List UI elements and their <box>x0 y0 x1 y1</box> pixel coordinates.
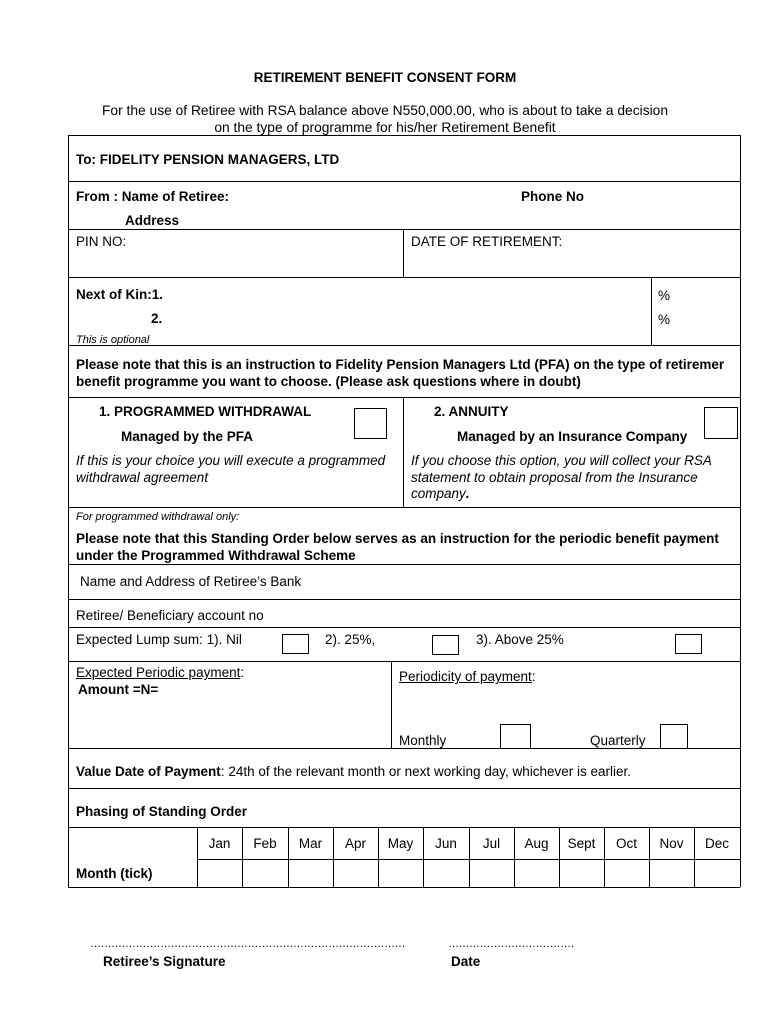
signature-line: ……………………………………………………………………………… <box>90 938 405 950</box>
month-header-apr: Apr <box>344 836 366 851</box>
programmed-withdrawal-only-note: For programmed withdrawal only: <box>76 511 240 523</box>
retirement-date-label: DATE OF RETIREMENT: <box>411 234 563 249</box>
retiree-name-label: From : Name of Retiree: <box>76 189 230 204</box>
month-tick-cell-jun[interactable] <box>423 860 469 887</box>
periodicity-label <box>399 669 536 684</box>
monthly-checkbox[interactable] <box>500 724 531 749</box>
value-date-text: : 24th of the relevant month or next working day, whichever is earlier. <box>220 764 632 779</box>
periodic-payment-label <box>76 665 244 680</box>
standing-order-note-line2: under the Programmed Withdrawal Scheme <box>76 548 356 563</box>
lump-sum-above-25-label: 3). Above 25% <box>476 632 564 647</box>
month-tick-cell-mar[interactable] <box>288 860 333 887</box>
quarterly-label: Quarterly <box>590 733 646 748</box>
month-tick-label: Month (tick) <box>76 866 153 881</box>
periodic-payment-colon: : <box>240 665 245 680</box>
periodicity-colon: : <box>531 669 536 684</box>
date-line: ……………………………… <box>448 938 574 950</box>
lump-sum-nil-checkbox[interactable] <box>282 634 309 654</box>
option-2-description-text: If you choose this option, you will collect your RSA statement to obtain proposal from the Insurance company <box>411 453 712 501</box>
month-tick-cell-sept[interactable] <box>559 860 604 887</box>
next-of-kin-1-label: Next of Kin:1. <box>76 287 164 302</box>
quarterly-checkbox[interactable] <box>660 724 688 749</box>
lump-sum-above-25-checkbox[interactable] <box>675 634 702 654</box>
month-header-oct: Oct <box>615 836 637 851</box>
month-header-nov: Nov <box>659 836 684 851</box>
phone-label: Phone No <box>521 189 584 204</box>
optional-note: This is optional <box>76 334 150 346</box>
next-of-kin-2-label: 2. <box>151 311 163 326</box>
lump-sum-25-checkbox[interactable] <box>432 635 459 655</box>
date-label: Date <box>451 954 481 969</box>
amount-label: Amount =N= <box>78 682 159 697</box>
lump-sum-25-label: 2). 25%, <box>325 632 376 647</box>
next-of-kin-2-percent: % <box>658 312 671 327</box>
form-subtitle-line1: For the use of Retiree with RSA balance above N550,000.00, who is about to take a decision <box>101 103 669 118</box>
form-title: RETIREMENT BENEFIT CONSENT FORM <box>253 70 517 85</box>
value-date-label: Value Date of Payment <box>76 764 221 779</box>
month-tick-cell-dec[interactable] <box>694 860 740 887</box>
periodicity-text: Periodicity of payment <box>399 669 532 684</box>
periodic-payment-text: Expected Periodic payment <box>76 665 241 680</box>
month-tick-cell-jul[interactable] <box>469 860 514 887</box>
month-header-jul: Jul <box>482 836 501 851</box>
retiree-signature-label: Retiree’s Signature <box>103 954 226 969</box>
phasing-label: Phasing of Standing Order <box>76 804 248 819</box>
option-2-managed: Managed by an Insurance Company <box>457 429 688 444</box>
lump-sum-label: Expected Lump sum: 1). Nil <box>76 632 242 647</box>
month-tick-cell-apr[interactable] <box>333 860 378 887</box>
month-header-mar: Mar <box>298 836 323 851</box>
address-label: Address <box>125 213 180 228</box>
month-header-aug: Aug <box>524 836 549 851</box>
option-2-title: 2. ANNUITY <box>434 404 509 419</box>
month-header-sept: Sept <box>567 836 596 851</box>
pin-label: PIN NO: <box>76 234 127 249</box>
standing-order-note-line1: Please note that this Standing Order below serves as an instruction for the periodic benefit payment <box>76 531 719 546</box>
month-header-jan: Jan <box>208 836 231 851</box>
month-header-may: May <box>387 836 414 851</box>
option-1-description: If this is your choice you will execute a programmed withdrawal agreement <box>76 453 386 485</box>
month-tick-cell-feb[interactable] <box>242 860 288 887</box>
monthly-label: Monthly <box>399 733 447 748</box>
month-tick-cell-may[interactable] <box>378 860 423 887</box>
programmed-withdrawal-checkbox[interactable] <box>354 408 387 439</box>
value-date-line <box>76 764 631 779</box>
month-header-dec: Dec <box>704 836 729 851</box>
bank-label: Name and Address of Retiree’s Bank <box>80 574 302 589</box>
next-of-kin-1-percent: % <box>658 288 671 303</box>
month-header-feb: Feb <box>253 836 277 851</box>
notice-line1: Please note that this is an instruction to Fidelity Pension Managers Ltd (PFA) on the type of retiremer <box>76 357 725 372</box>
month-header-jun: Jun <box>435 836 457 851</box>
notice-line2: benefit programme you want to choose. (Please ask questions where in doubt) <box>76 374 581 389</box>
month-tick-cell-oct[interactable] <box>604 860 649 887</box>
month-tick-cell-jan[interactable] <box>197 860 242 887</box>
to-field-label: To: FIDELITY PENSION MANAGERS, LTD <box>76 152 340 167</box>
month-tick-cell-aug[interactable] <box>514 860 559 887</box>
option-2-description <box>411 453 737 503</box>
option-2-description-period: . <box>465 486 470 501</box>
form-subtitle-line2: on the type of programme for his/her Retirement Benefit <box>214 120 556 135</box>
account-label: Retiree/ Beneficiary account no <box>76 608 264 623</box>
option-1-managed: Managed by the PFA <box>121 429 254 444</box>
option-1-title: 1. PROGRAMMED WITHDRAWAL <box>99 404 312 419</box>
annuity-checkbox[interactable] <box>704 407 738 439</box>
month-tick-cell-nov[interactable] <box>649 860 694 887</box>
